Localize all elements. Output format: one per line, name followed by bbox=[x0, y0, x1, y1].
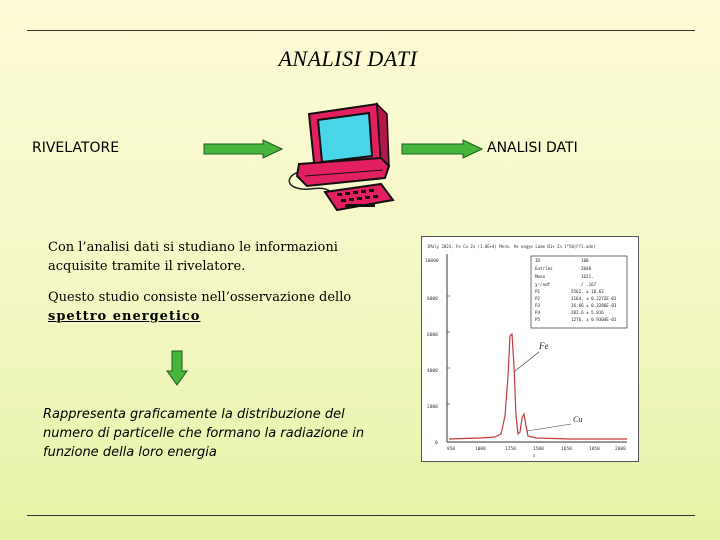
svg-text:1276. ± 0.9304E-01: 1276. ± 0.9304E-01 bbox=[571, 317, 617, 322]
svg-text:1Maly 2024, Fe Cu Zn (1.0E+4): 1Maly 2024, Fe Cu Zn (1.0E+4) Merm. Ve nagye Lame N1+ Zn 1*50(Ff1.ade) bbox=[427, 244, 596, 249]
svg-text:ID: ID bbox=[535, 258, 541, 263]
svg-text:Fe: Fe bbox=[539, 341, 549, 351]
svg-text:1250: 1250 bbox=[505, 447, 516, 452]
top-rule bbox=[27, 30, 695, 31]
energy-spectrum-image bbox=[421, 236, 639, 462]
svg-text:1650: 1650 bbox=[561, 447, 572, 452]
computer-icon bbox=[285, 100, 400, 218]
svg-text:0: 0 bbox=[435, 441, 438, 446]
svg-text:2048: 2048 bbox=[581, 266, 592, 271]
svg-text:P4: P4 bbox=[535, 310, 541, 315]
svg-text:6000: 6000 bbox=[427, 333, 438, 338]
bottom-rule bbox=[27, 515, 695, 516]
svg-text:4000: 4000 bbox=[427, 369, 438, 374]
study-text: Questo studio consiste nell’osservazione dello bbox=[48, 290, 352, 305]
svg-text:Cu: Cu bbox=[573, 415, 583, 424]
svg-text:P1: P1 bbox=[535, 289, 541, 294]
svg-text:P3: P3 bbox=[535, 303, 541, 308]
svg-text:1164. ± 0.2272E-01: 1164. ± 0.2272E-01 bbox=[571, 296, 617, 301]
svg-text:1000: 1000 bbox=[475, 447, 486, 452]
intro-paragraph bbox=[48, 238, 368, 276]
svg-text:16.66 ± 0.3286E-01: 16.66 ± 0.3286E-01 bbox=[571, 303, 617, 308]
arrow-down-icon bbox=[166, 350, 188, 386]
analysis-label: ANALISI DATI bbox=[487, 140, 578, 156]
svg-text:P2: P2 bbox=[535, 296, 541, 301]
svg-text:8000: 8000 bbox=[427, 297, 438, 302]
spectrum-description: Rappresenta graficamente la distribuzione del numero di particelle che formano la radiazione in funzione della loro energia bbox=[43, 407, 365, 460]
svg-text:5562. ± 16.62: 5562. ± 16.62 bbox=[571, 289, 604, 294]
intro-text: Con l’analisi dati si studiano le informazioni acquisite tramite il rivelatore. bbox=[48, 240, 338, 274]
svg-text:s: s bbox=[533, 453, 536, 458]
svg-text:1500: 1500 bbox=[533, 447, 544, 452]
svg-text:Mean: Mean bbox=[535, 274, 546, 279]
energy-spectrum-term: spettro energetico bbox=[48, 309, 201, 324]
svg-text:1621.: 1621. bbox=[581, 274, 594, 279]
svg-text:850: 850 bbox=[447, 447, 456, 452]
svg-text:2000: 2000 bbox=[427, 405, 438, 410]
svg-text:Entries: Entries bbox=[535, 266, 553, 271]
svg-text:1850: 1850 bbox=[589, 447, 600, 452]
svg-text:P5: P5 bbox=[535, 317, 541, 322]
svg-text:10000: 10000 bbox=[425, 259, 439, 264]
svg-text:202.6 ± 5.816: 202.6 ± 5.816 bbox=[571, 310, 604, 315]
slide-title: ANALISI DATI bbox=[278, 46, 418, 71]
arrow-right-icon bbox=[401, 139, 483, 159]
study-paragraph bbox=[48, 288, 378, 326]
svg-text:2000: 2000 bbox=[615, 447, 626, 452]
svg-text:100: 100 bbox=[581, 258, 589, 263]
arrow-right-icon bbox=[203, 139, 283, 159]
detector-label: RIVELATORE bbox=[32, 140, 120, 156]
svg-text:χ²/ndf: χ²/ndf bbox=[535, 282, 551, 287]
svg-text:/ .167: / .167 bbox=[581, 282, 597, 287]
